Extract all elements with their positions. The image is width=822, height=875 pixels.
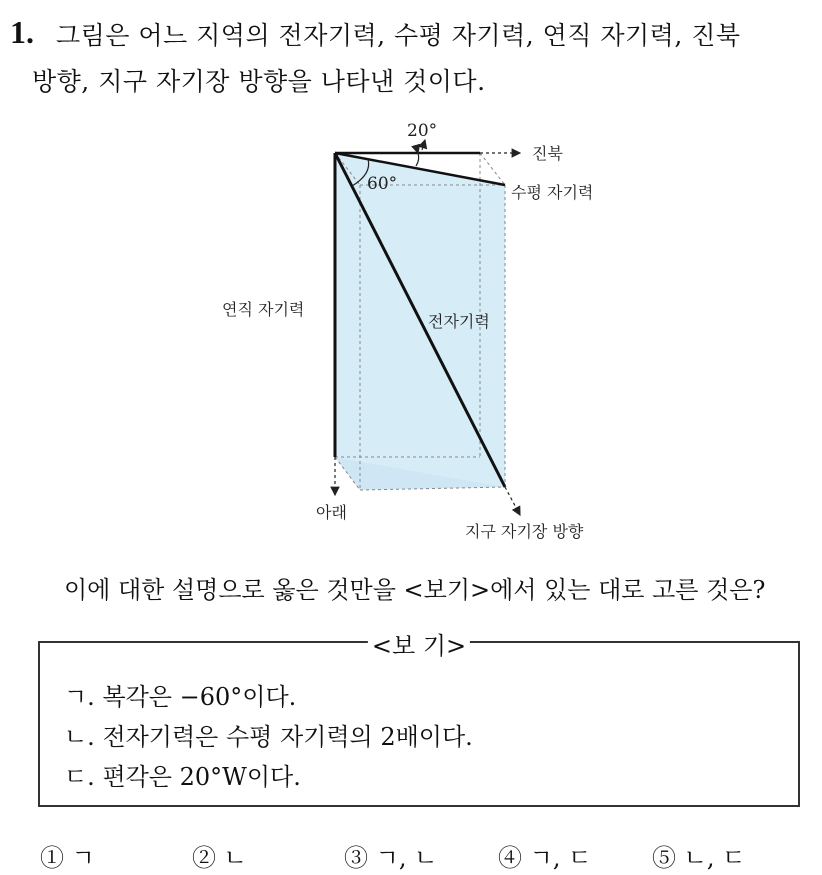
bogi-item-b: ㄴ. 전자기력은 수평 자기력의 2배이다. (64, 723, 473, 751)
angle-arc-20 (416, 153, 419, 166)
field-direction-label: 지구 자기장 방향 (465, 522, 584, 541)
angle-label-20: 20° (407, 121, 438, 141)
total-force-label: 전자기력 (428, 312, 490, 331)
choice-2[interactable]: ② ㄴ (192, 844, 247, 872)
question-text-line-1: 그림은 어느 지역의 전자기력, 수평 자기력, 연직 자기력, 진북 (56, 21, 741, 50)
field-direction-arrow (505, 487, 520, 515)
true-north-label: 진북 (532, 144, 563, 163)
question-text-line-2: 방향, 지구 자기장 방향을 나타낸 것이다. (32, 67, 486, 96)
question-prompt: 이에 대한 설명으로 옳은 것만을 <보기>에서 있는 대로 고른 것은? (64, 576, 766, 604)
choice-4[interactable]: ④ ㄱ, ㄷ (498, 844, 592, 872)
choice-5[interactable]: ⑤ ㄴ, ㄷ (652, 844, 746, 872)
bogi-title: <보 기> (368, 626, 470, 661)
bogi-box (38, 632, 800, 807)
horizontal-force-label: 수평 자기력 (511, 183, 594, 202)
bogi-item-c: ㄷ. 편각은 20°W이다. (64, 763, 301, 791)
choice-1[interactable]: ① ㄱ (40, 844, 95, 872)
bogi-item-a: ㄱ. 복각은 −60°이다. (64, 683, 297, 711)
magnetic-field-diagram (0, 100, 822, 550)
question-number: 1. (10, 14, 34, 50)
angle-label-60: 60° (367, 174, 398, 194)
down-label: 아래 (316, 503, 347, 522)
vertical-force-label: 연직 자기력 (222, 300, 305, 319)
choice-3[interactable]: ③ ㄱ, ㄴ (344, 844, 438, 872)
